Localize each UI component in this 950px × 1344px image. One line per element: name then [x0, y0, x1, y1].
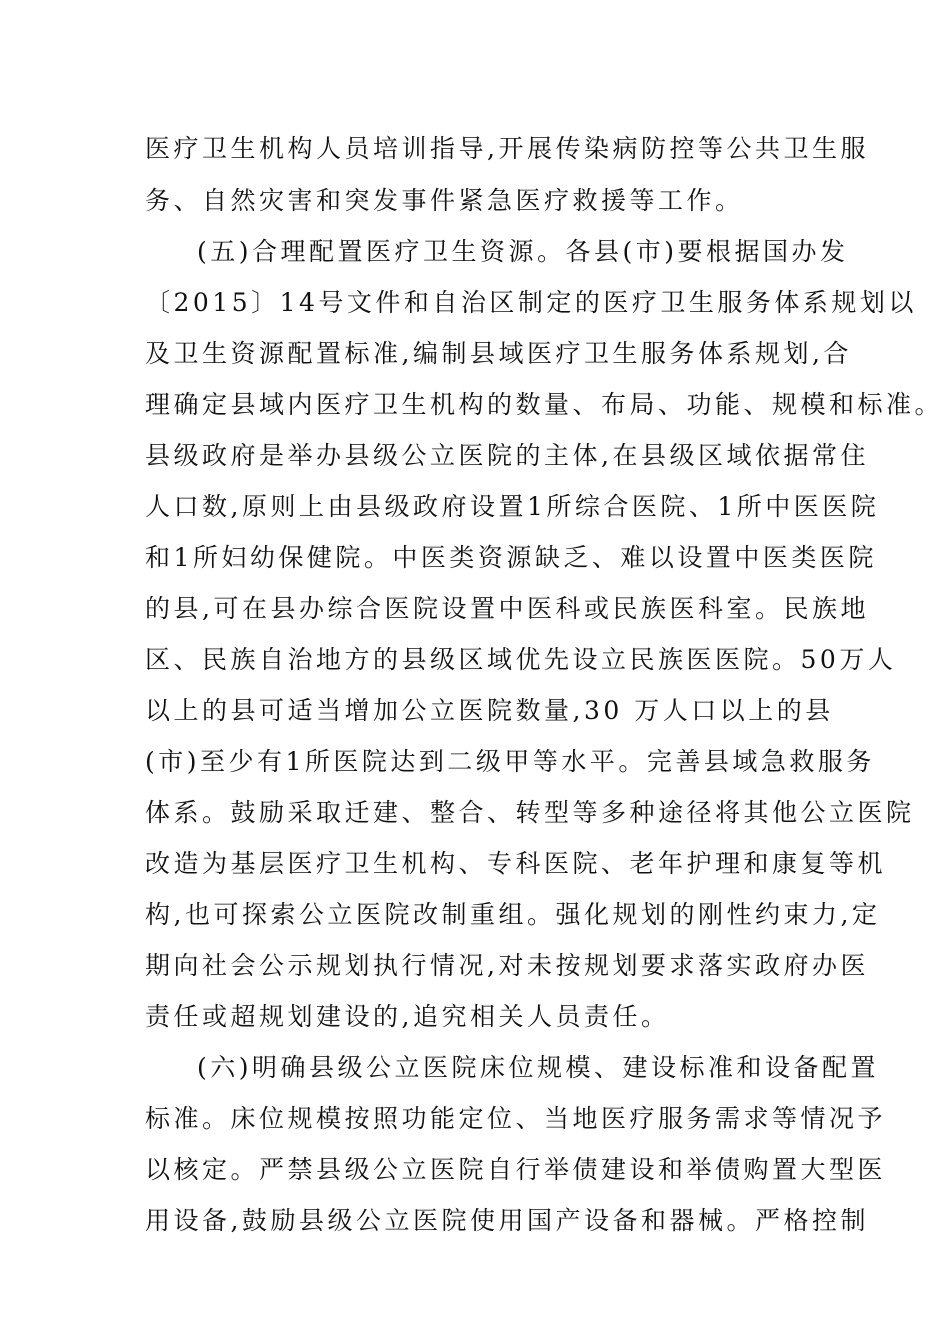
text-line: 及卫生资源配置标准,编制县域医疗卫生服务体系规划,合 — [145, 339, 852, 368]
text-line: 期向社会公示规划执行情况,对未按规划要求落实政府办医 — [145, 951, 869, 980]
text-line: 用设备,鼓励县级公立医院使用国产设备和器械。严格控制 — [145, 1206, 869, 1235]
text-line: 理确定县域内医疗卫生机构的数量、布局、功能、规模和标准。 — [145, 390, 944, 419]
text-line: 医疗卫生机构人员培训指导,开展传染病防控等公共卫生服 — [145, 134, 869, 163]
text-line: 和1所妇幼保健院。中医类资源缺乏、难以设置中医类医院 — [145, 543, 877, 572]
text-line: 务、自然灾害和突发事件紧急医疗救援等工作。 — [145, 186, 744, 215]
text-line: 改造为基层医疗卫生机构、专科医院、老年护理和康复等机 — [145, 849, 887, 878]
text-line: 县级政府是举办县级公立医院的主体,在县级区域依据常住 — [145, 441, 869, 470]
text-line: 人口数,原则上由县级政府设置1所综合医院、1所中医医院 — [145, 492, 880, 521]
text-line: 以上的县可适当增加公立医院数量,30 万人口以上的县 — [145, 696, 834, 725]
text-line: 以核定。严禁县级公立医院自行举债建设和举债购置大型医 — [145, 1155, 887, 1184]
text-line: 构,也可探索公立医院改制重组。强化规划的刚性约束力,定 — [145, 900, 881, 929]
text-line: 的县,可在县办综合医院设置中医科或民族医科室。民族地 — [145, 594, 869, 623]
text-line: (六)明确县级公立医院床位规模、建设标准和设备配置 — [197, 1053, 880, 1082]
text-line: 体系。鼓励采取迁建、整合、转型等多种途径将其他公立医院 — [145, 798, 915, 827]
text-line: 区、民族自治地方的县级区域优先设立民族医医院。50万人 — [145, 645, 897, 674]
text-line: 责任或超规划建设的,追究相关人员责任。 — [145, 1002, 670, 1031]
text-line: 标准。床位规模按照功能定位、当地医疗服务需求等情况予 — [145, 1104, 887, 1133]
text-line: (市)至少有1所医院达到二级甲等水平。完善县域急救服务 — [145, 747, 875, 776]
text-line: (五)合理配置医疗卫生资源。各县(市)要根据国办发 — [197, 237, 849, 266]
text-line: 〔2015〕14号文件和自治区制定的医疗卫生服务体系规划以 — [145, 288, 917, 317]
